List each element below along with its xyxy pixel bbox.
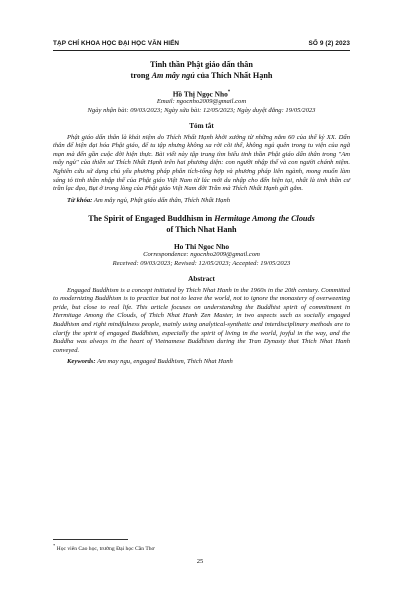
page-number: 25 [196,558,204,565]
vi-keywords: Từ khóa: Am mây ngủ, Phật giáo dấn thân, Thích Nhất Hạnh [67,196,231,204]
running-header [53,40,350,51]
en-abstract-heading: Abstract [188,274,215,283]
vi-dates: Ngày nhận bài: 09/03/2023; Ngày sửa bài: 12/05/2023; Ngày duyệt đăng: 19/05/2023 [87,107,316,115]
en-correspondence: Correspondence: ngocnho2009@gmail.com [143,251,260,259]
en-abstract-text: Engaged Buddhism is a concept initiated by Thich Nhat Hanh in the 1960s in the 20th century. Committed to modernizing Buddhism is to practice but not to leave the world, not to ignore the monastery of overweening pride, but close to real life. This article focuses on understanding the Buddhist spirit of commitment in Hermitage Among the Clouds, of Thich Nhat Hanh Zen Master, in two aspects such as socially engaged Buddhism and right mindfulness people, mainly using analytical-synthetic and interdisciplinary methods are to clarify the spirit of engaged Buddhism, especially the spirit of living in the world, joyful in the way, and the Buddha was always in the heart of Vietnamese Buddhism during the Tran Dynasty that Thich Nhat Hanh conveyed. [53,286,350,354]
vi-author: Hồ Thị Ngọc Nho* [172,89,231,99]
en-title-block [53,214,350,283]
footnote-divider [53,539,128,540]
author-footnote-mark: * [227,90,231,95]
en-author: Ho Thi Ngoc Nho [173,242,230,252]
en-title: The Spirit of Engaged Buddhism in Hermitage Among the Clouds of Thich Nhat Hanh [88,214,315,234]
vi-email: Email: ngocnho2009@gmail.com [156,98,247,106]
journal-name: TẠP CHÍ KHOA HỌC ĐẠI HỌC VĂN HIẾN [53,40,180,47]
article-front-matter [53,60,350,367]
vi-abstract-text: Phật giáo dấn thân là khái niệm do Thích Nhất Hạnh khởi xướng từ những năm 60 của thế kỷ XX. Dấn thân để hiện đại hóa Phật giáo, để tu tập nhưng không xa rời cõi thế, không ngủ quên trong tu viện của ngã mạn mà đến gần cuộc đời hiện thực. Bài viết này tập trung tìm hiểu tinh thần Phật giáo dấn thân trong "Am mây ngủ" của thiền sư Thích Nhất Hạnh trên hai phương diện: con người nhập thế và con người chánh niệm. Nghiên cứu sử dụng chủ yếu phương pháp phân tích-tổng hợp và phương pháp liên ngành, mong muốn làm sáng tỏ tinh thần nhập thế của Phật giáo Việt Nam từ lúc mới du nhập cho đến hiện tại, nhất là tinh thần cư trần lạc đạo, Bụt ở trong lòng của Phật giáo Việt Nam đời Trần mà Thích Nhất Hạnh gửi gắm. [53,133,350,193]
footnote: * Học viên Cao học, trường Đại học Cần Thơ [53,543,155,552]
en-keywords: Keywords: Am may ngu, engaged Buddhism, Thich Nhat Hanh [67,358,233,366]
en-dates: Received: 09/03/2023; Revised: 12/05/2023; Accepted: 19/05/2023 [112,260,291,267]
vi-abstract-heading: Tóm tắt [189,121,214,130]
vi-title-block [53,60,350,131]
issue-number: SỐ 9 (2) 2023 [308,40,350,47]
vi-title: Tinh thần Phật giáo dấn thân trong Am mây ngủ của Thích Nhất Hạnh [130,60,273,80]
